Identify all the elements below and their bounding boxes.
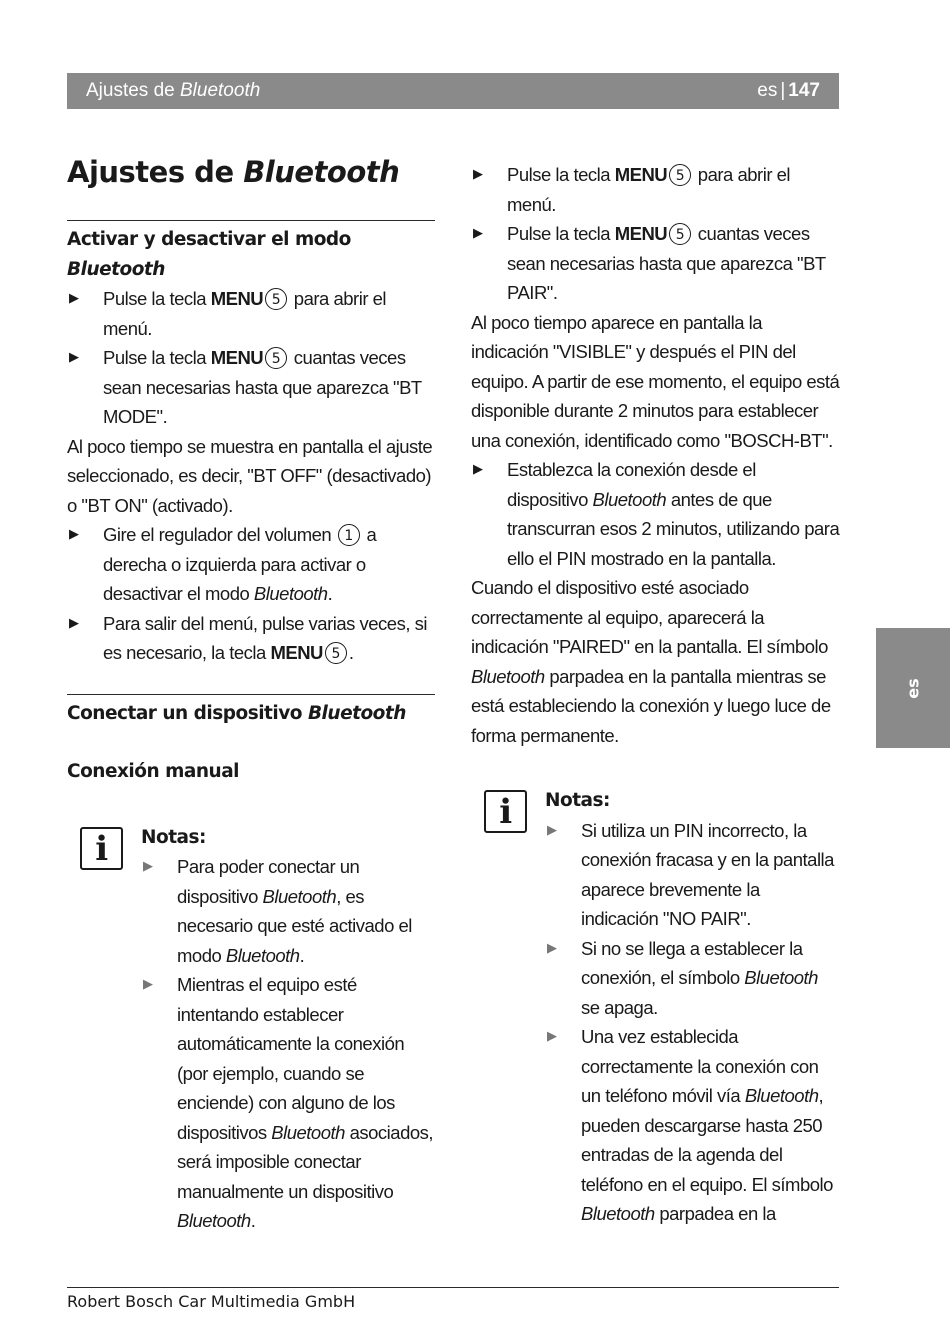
steps-list — [471, 455, 841, 573]
right-column — [471, 160, 841, 1229]
play-triangle-icon: ▶ — [69, 350, 79, 365]
note-box — [471, 786, 841, 1229]
footer-divider — [67, 1287, 839, 1288]
key-number-circle: 5 — [669, 164, 691, 186]
play-triangle-icon: ▶ — [473, 462, 483, 477]
body-paragraph: Al poco tiempo aparece en pantalla la indicación "VISIBLE" y después el PIN del equipo. A partir de ese momento, el equipo está disponible durante 2 minutos para establecer una conexión, identificado como "BOSCH-BT". — [471, 311, 840, 451]
note-list — [141, 852, 435, 1236]
list-item: ▶ Pulse la tecla MENU 5 cuantas veces sean necesarias hasta que aparezca "BT PAIR". — [471, 219, 841, 308]
play-triangle-icon: ▶ — [143, 859, 153, 874]
list-item: ▶ Para poder conectar un dispositivo Bluetooth, es necesario que esté activado el modo Bluetooth. — [141, 852, 435, 970]
play-triangle-icon: ▶ — [143, 977, 153, 992]
language-tab — [876, 628, 950, 748]
play-triangle-icon: ▶ — [69, 291, 79, 306]
play-triangle-icon: ▶ — [69, 527, 79, 542]
note-list — [545, 816, 841, 1229]
page-number: 147 — [788, 80, 820, 101]
language-tab-label: es — [903, 677, 923, 699]
info-icon: i — [80, 827, 123, 870]
header-section-title: Ajustes de Bluetooth — [86, 80, 261, 101]
steps-list — [67, 284, 435, 432]
play-triangle-icon: ▶ — [69, 615, 79, 631]
note-title: Notas: — [545, 790, 610, 811]
play-triangle-icon: ▶ — [473, 226, 483, 241]
key-number-circle: 5 — [325, 642, 347, 664]
body-paragraph: Al poco tiempo se muestra en pantalla el ajuste seleccionado, es decir, "BT OFF" (desactivado) o "BT ON" (activado). — [67, 435, 433, 516]
key-number-circle: 5 — [669, 223, 691, 245]
key-number-circle: 5 — [265, 288, 287, 310]
list-item: ▶ Pulse la tecla MENU 5 cuantas veces sean necesarias hasta que aparezca "BT MODE". — [67, 343, 435, 432]
key-number-circle: 5 — [265, 347, 287, 369]
list-item: ▶ Si utiliza un PIN incorrecto, la conexión fracasa y en la pantalla aparece brevemente la indicación "NO PAIR". — [545, 816, 841, 934]
header-separator: | — [780, 80, 786, 101]
play-triangle-icon: ▶ — [473, 167, 483, 182]
list-item: ▶ Gire el regulador del volumen 1 a derecha o izquierda para activar o desactivar el modo Bluetooth. — [67, 520, 435, 609]
list-item: ▶ Pulse la tecla MENU 5 para abrir el menú. — [471, 160, 841, 219]
key-number-circle: 1 — [338, 524, 360, 546]
left-column — [67, 150, 435, 1236]
section-heading-manual: Conexión manual — [67, 761, 240, 782]
list-item: ▶ Una vez establecida correctamente la conexión con un teléfono móvil vía Bluetooth, pueden descargarse hasta 250 entradas de la agenda del teléfono en el equipo. El símbolo Bluetooth parpadea en la — [545, 1022, 841, 1229]
section-heading-connect: Conectar un dispositivo Bluetooth — [67, 702, 406, 724]
list-item: ▶ Para salir del menú, pulse varias veces, si es necesario, la tecla MENU 5 . — [67, 609, 435, 668]
list-item: ▶ Si no se llega a establecer la conexión, el símbolo Bluetooth se apaga. — [545, 934, 841, 1023]
steps-list — [471, 160, 841, 308]
note-box — [67, 823, 435, 1236]
list-item: ▶ Pulse la tecla MENU 5 para abrir el menú. — [67, 284, 435, 343]
section-heading-activate: Activar y desactivar el modo Bluetooth — [67, 229, 351, 280]
body-paragraph: Cuando el dispositivo esté asociado correctamente al equipo, aparecerá la indicación "PAIRED" en la pantalla. El símbolo Bluetooth parpadea en la pantalla mientras se está estableciendo la conexión y luego luce de forma permanente. — [471, 577, 831, 746]
note-title: Notas: — [141, 826, 206, 848]
section-divider — [67, 220, 435, 221]
play-triangle-icon: ▶ — [547, 940, 557, 956]
steps-list — [67, 520, 435, 668]
list-item: ▶ Mientras el equipo esté intentando establecer automáticamente la conexión (por ejemplo, cuando se enciende) con alguno de los dispositivos Bluetooth asociados, será imposible conectar manualmente un dispositivo Bluetooth. — [141, 970, 435, 1236]
footer-company: Robert Bosch Car Multimedia GmbH — [67, 1292, 356, 1311]
page-title: Ajustes de Bluetooth — [67, 155, 400, 189]
play-triangle-icon: ▶ — [547, 1029, 557, 1044]
header-page-info: es | 147 — [757, 80, 820, 101]
play-triangle-icon: ▶ — [547, 822, 557, 838]
running-header — [67, 73, 839, 109]
info-icon: i — [484, 790, 527, 833]
list-item: ▶ Establezca la conexión desde el dispositivo Bluetooth antes de que transcurran esos 2 minutos, utilizando para ello el PIN mostrado en la pantalla. — [471, 455, 841, 573]
section-divider — [67, 694, 435, 695]
